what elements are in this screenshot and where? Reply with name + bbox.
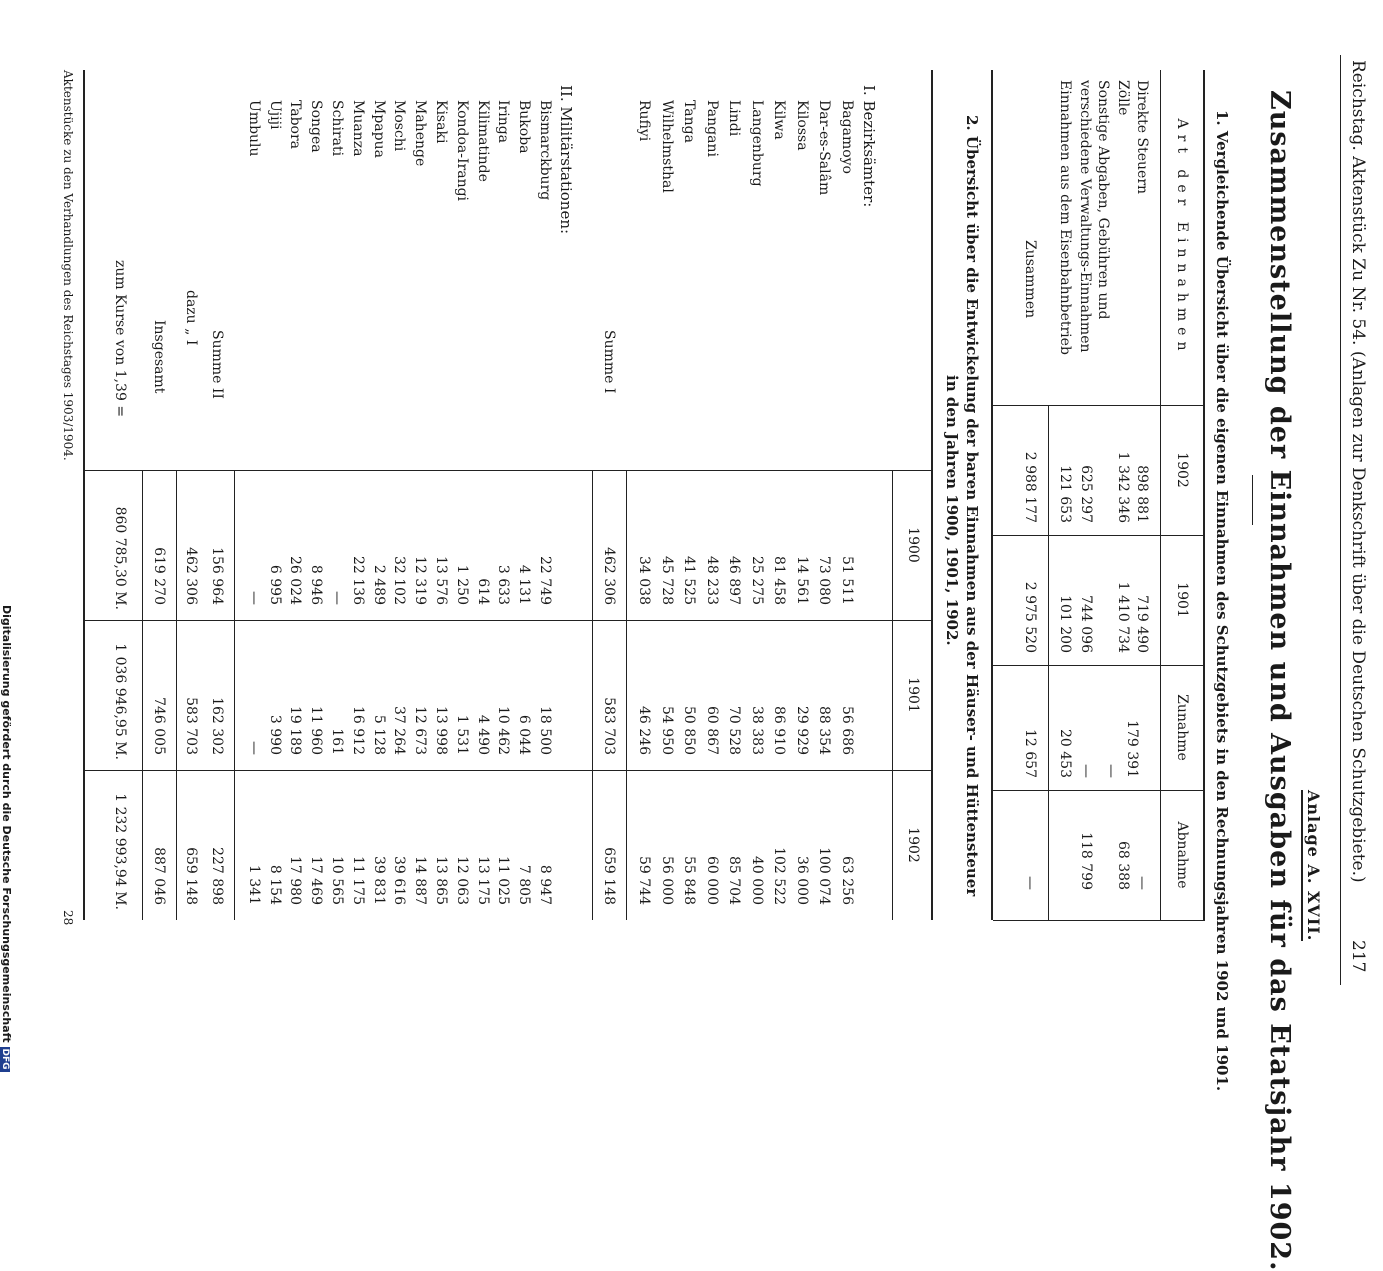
cell: 13 576 [433,556,449,605]
cell: 1 250 [453,564,470,605]
cell: 81 458 [771,556,788,605]
cell: 860 785,30 M. [112,506,128,610]
s1-top-rule [1203,70,1205,920]
cell: 746 005 [151,697,167,755]
row-label: dazu „ I [183,290,199,346]
s1-head-rule [1160,70,1161,920]
cell: 118 799 [1078,832,1094,890]
row-label: Sonstige Abgaben, Gebühren und verschiedene Verwaltungs-Einnahmen [1077,80,1111,353]
running-header: Reichstag. Aktenstück Zu Nr. 54. (Anlagen zur Denkschrift über die Deutschen Schutzgebiete.) [1348,60,1368,883]
row-label: Tanga [681,100,698,143]
cell: 1 232 993,94 M. [112,793,128,910]
cell: 19 189 [287,706,304,755]
cell: 3 990 [266,714,283,755]
cell: 86 910 [771,706,788,755]
cell: 59 744 [636,856,653,905]
s2-head-rule [892,470,893,920]
cell: 73 080 [816,556,833,605]
cell: 162 302 [209,697,225,755]
row-label: Songea [308,100,325,153]
digitization-text: Digitalisierung gefördert durch die Deutsche Forschungsgemeinschaft [0,605,13,1043]
cell: 14 561 [794,556,810,605]
cell: 56 000 [659,856,675,905]
section2-heading-line2: in den Jahren 1900, 1901, 1902. [943,375,961,646]
cell: 41 525 [681,556,698,605]
cell: 22 749 [537,556,553,605]
cell: 38 383 [749,706,765,755]
cell: 12 673 [412,706,429,755]
s2-col-header: 1902 [905,827,921,863]
footer-page: 28 [61,910,75,926]
cell: 1 410 734 [1115,581,1131,653]
s1-col-header: Zunahme [1174,694,1190,761]
cell: 85 704 [726,856,743,905]
cell: 3 633 [495,564,512,605]
cell: 102 522 [771,847,788,905]
cell: 36 000 [794,856,810,905]
cell: 1 341 [245,864,262,905]
cell: 227 898 [209,847,225,905]
cell: 1 531 [453,714,470,755]
footer-source: Aktenstücke zu den Verhandlungen des Reichstages 1903/1904. [61,70,75,461]
row-label: Bukoba [516,100,533,154]
cell: 10 565 [329,856,345,905]
cell: 121 653 [1057,465,1073,523]
cell: 26 024 [287,556,304,605]
cell: — [329,591,345,605]
s1-col-div [993,920,1205,921]
cell: 63 256 [839,856,855,905]
cell: 40 000 [749,856,765,905]
s2-top-rule [931,70,933,920]
cell: 898 881 [1134,465,1150,523]
cell: 60 000 [704,856,720,905]
row-label: Tabora [287,100,304,150]
s1-col-header: Art der Einnahmen [1174,118,1190,357]
cell: 1 342 346 [1115,451,1131,523]
cell: 5 128 [370,714,387,755]
dfg-logo: DFG [0,1048,10,1070]
cell: 179 391 [1124,720,1140,778]
row-label: Iringa [495,100,512,144]
row-label: Bismarckburg [537,100,553,201]
cell: 7 805 [516,864,533,905]
cell: 619 270 [151,547,167,605]
cell: 2 988 177 [1022,451,1038,523]
cell: 18 500 [537,706,553,755]
row-label: Insgesamt [151,320,167,394]
s2-sum2-rule [234,470,235,920]
cell: 4 490 [474,714,491,755]
cell: 583 703 [601,697,617,755]
s2-col-header: 1901 [905,677,921,713]
cell: 614 [474,578,491,605]
row-label: Kilossa [794,100,810,151]
s2-col-header: 1900 [905,527,921,563]
cell: 6 044 [516,714,533,755]
cell: 60 867 [704,706,720,755]
s1-col-header: 1902 [1174,452,1190,488]
cell: 88 354 [816,706,833,755]
cell: 39 616 [391,856,408,905]
row-label: Kilwa [771,100,788,140]
cell: — [1103,764,1119,778]
row-label: Rufiyi [636,100,653,142]
row-label: Kilimatinde [474,100,491,182]
s2-kurs-rule [142,470,143,920]
row-label: Mahenge [412,100,429,167]
cell: 17 469 [308,856,325,905]
row-label: Schirati [329,100,345,157]
page-title: Zusammenstellung der Einnahmen und Ausgaben für das Etatsjahr 1902. [1264,90,1295,1271]
cell: 1 036 946,95 M. [112,643,128,760]
cell: 10 462 [495,706,512,755]
cell: 659 148 [601,847,617,905]
digitization-note [0,605,13,1072]
row-label: Bagamoyo [839,100,855,174]
cell: 659 148 [183,847,199,905]
cell: 719 490 [1134,595,1150,653]
cell: 54 950 [659,706,675,755]
row-label: Mpapua [370,100,387,158]
cell: 14 887 [412,856,429,905]
cell: 16 912 [349,706,366,755]
s2-bottom-rule [83,70,85,920]
cell: 462 306 [183,547,199,605]
cell: 744 096 [1078,595,1094,653]
cell: 70 528 [726,706,743,755]
cell: 22 136 [349,556,366,605]
row-label: Direkte Steuern [1134,80,1150,195]
cell: 20 453 [1057,729,1073,778]
row-label: Kondoa-Irangi [453,100,470,202]
cell: 25 275 [749,556,765,605]
cell: 12 657 [1022,729,1038,778]
cell: — [1022,876,1038,890]
s2-total-rule [176,470,177,920]
row-label: Ujiji [266,100,283,130]
row-label: Summe I [601,330,617,394]
cell: 2 975 520 [1022,581,1038,653]
row-label: zum Kurse von 1,39 = [112,260,128,418]
cell: 11 960 [308,706,325,755]
cell: 55 848 [681,856,698,905]
s1-col-header: Abnahme [1174,821,1190,889]
s1-col-header: 1901 [1174,582,1190,618]
cell: 462 306 [601,547,617,605]
cell: 13 865 [433,856,449,905]
cell: 156 964 [209,547,225,605]
row-label: Wilhelmsthal [659,100,675,193]
cell: 13 175 [474,856,491,905]
cell: 6 995 [266,564,283,605]
cell: 11 025 [495,856,512,905]
title-rule [1252,475,1253,525]
cell: 887 046 [151,847,167,905]
cell: 8 154 [266,864,283,905]
row-label: Summe II [209,330,225,399]
row-label: Muanza [349,100,366,157]
cell: 4 131 [516,564,533,605]
cell: 12 063 [453,856,470,905]
group2-title: II. Militärstationen: [557,85,575,235]
header-rule [1340,55,1341,985]
cell: 51 511 [839,556,855,605]
cell: 583 703 [183,697,199,755]
cell: 17 980 [287,856,304,905]
cell: 45 728 [659,556,675,605]
cell: 46 897 [726,556,743,605]
cell: — [245,591,262,605]
section2-heading: 2. Übersicht über die Entwickelung der baren Einnahmen aus der Häuser- und Hüttensteuer [963,115,981,897]
row-label: Dar-es-Salâm [816,100,833,196]
row-label: Einnahmen aus dem Eisenbahnbetrieb [1057,80,1073,355]
cell: — [1078,764,1094,778]
cell: 2 489 [370,564,387,605]
cell: 37 264 [391,706,408,755]
cell: 29 929 [794,706,810,755]
cell: — [245,741,262,755]
page-number: 217 [1348,940,1368,973]
s2-group-rule [592,470,593,920]
anlage-label: Anlage A. XVII. [1301,790,1323,941]
cell: 68 388 [1115,841,1131,890]
cell: 8 947 [537,864,553,905]
row-label: Moschi [391,100,408,152]
cell: 48 233 [704,556,720,605]
cell: 11 175 [349,856,366,905]
s2-sum1-rule [626,470,627,920]
cell: 625 297 [1078,465,1094,523]
row-label: Zusammen [1022,240,1038,319]
section1-heading: 1. Vergleichende Übersicht über die eigenen Einnahmen des Schutzgebiets in den Rechnungsjahren 1902 und 1901. [1213,110,1231,1092]
row-label: Langenburg [749,100,765,187]
cell: 46 246 [636,706,653,755]
cell: 32 102 [391,556,408,605]
cell: 101 200 [1057,595,1073,653]
cell: 100 074 [816,847,833,905]
s1-bottom-rule [991,70,993,920]
row-label: Kisaki [433,100,449,144]
s1-sum-rule [1048,405,1049,920]
row-label: Zölle [1115,80,1131,116]
cell: 56 686 [839,706,855,755]
cell: 13 998 [433,706,449,755]
cell: 12 319 [412,556,429,605]
cell: 34 038 [636,556,653,605]
cell: 161 [329,728,345,755]
cell: 50 850 [681,706,698,755]
group1-title: I. Bezirksämter: [860,85,878,208]
row-label: Pangani [704,100,720,157]
cell: 39 831 [370,856,387,905]
cell: — [1134,876,1150,890]
cell: 8 946 [308,564,325,605]
row-label: Umbulu [245,100,262,157]
row-label: Lindi [726,100,743,137]
